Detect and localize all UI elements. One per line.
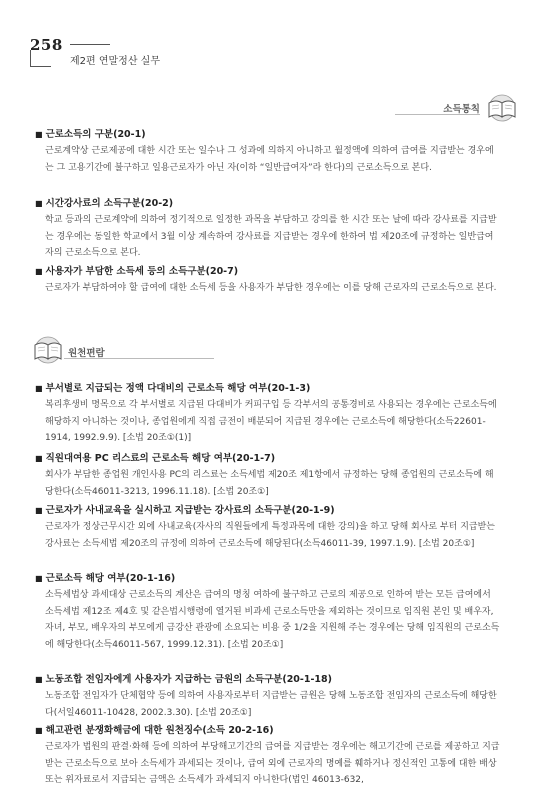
section-body: 근로자가 법원의 판결·화해 등에 의하여 부당해고기간의 급여를 지급받는 경우에는 해고기간에 근로를 제공하고 지급받는 근로소득으로 보아 소득세가 과세되는 것이나, 급여 외에 근로자의 명예를 훼하거나 정신적인 고통에 대한 배상 또는 위자료로서 지급되는 금액은 소득세가 과세되지 아니한다(법인 46013-632, bbox=[45, 742, 500, 785]
section-body: 복리후생비 명목으로 각 부서별로 지급된 다대비가 커피구입 등 각부서의 공통경비로 사용되는 경우에는 근로소득에 해당하지 아니하는 것이나, 종업원에게 직접 금전이 배분되어 지급된 경우에는 근로소득에 해당한다(소득22601-1914, 1992.9.9). [소법 20조①(1)] bbox=[45, 400, 497, 443]
section-title: 시간강사료의 소득구분(20-2) bbox=[45, 198, 174, 209]
page-number: 258 bbox=[30, 36, 63, 54]
section-internal-training-fee bbox=[35, 502, 500, 552]
open-book-icon bbox=[484, 94, 520, 126]
section-title: 사용자가 부담한 소득세 등의 소득구분(20-7) bbox=[45, 266, 239, 277]
bullet-icon: ■ bbox=[35, 574, 43, 583]
section-body: 근로자가 정상근무시간 외에 사내교육(자사의 직원들에게 특정과목에 대한 강의)을 하고 당해 회사로 부터 지급받는 강사료는 소득세법 제20조의 규정에 의하여 근로소득에 해당된다(소득46011-39, 1997.1.9). [소법 20조①] bbox=[45, 522, 495, 549]
bullet-icon: ■ bbox=[35, 384, 43, 393]
section-title: 부서별로 지급되는 정액 다대비의 근로소득 해당 여부(20-1-3) bbox=[45, 383, 311, 394]
section-body: 소득세법상 과세대상 근로소득의 계산은 급여의 명칭 여하에 불구하고 근로의 제공으로 인하여 받는 모든 급여에서 소득세법 제12조 제4호 및 같은법시행령에 열거된 비과세 근로소득만을 제외하는 것이므로 임직원 본인 및 배우자, 자녀, 부모, 배우자의 부모에게 금강산 관광에 소요되는 비용 중 1/2을 지원해 주는 경우에는 당해 임직원의 근로소득에 해당한다(소득46011-567, 1999.12.31). [소법 20조①] bbox=[45, 590, 500, 650]
banner-divider bbox=[64, 358, 214, 359]
section-body: 근로자가 부담하여야 할 급여에 대한 소득세 등을 사용자가 부담한 경우에는 이를 당해 근로자의 근로소득으로 본다. bbox=[45, 283, 497, 293]
section-income-classification bbox=[35, 126, 500, 176]
section-dismissal-settlement bbox=[35, 722, 500, 789]
tax-notice-label: 소득통칙 bbox=[443, 104, 480, 115]
chapter-title: 제2편 연말정산 실무 bbox=[70, 56, 160, 67]
section-body: 노동조합 전임자가 단체협약 등에 의하여 사용자로부터 지급받는 금원은 당해 노동조합 전임자의 근로소득에 해당한다(서일46011-10428, 2002.3.30). [소법 20조①] bbox=[45, 691, 497, 718]
bullet-icon: ■ bbox=[35, 726, 43, 735]
section-body: 근로계약상 근로제공에 대한 시간 또는 일수나 그 성과에 의하지 아니하고 월정액에 의하여 급여를 지급받는 경우에는 그 고용기간에 불구하고 일용근로자가 아닌 자(이하 “일반급여자”라 한다)의 근로소득으로 본다. bbox=[45, 146, 494, 173]
section-earned-income-check bbox=[35, 570, 500, 653]
section-pc-lease bbox=[35, 450, 500, 500]
section-title: 직원대여용 PC 리스료의 근로소득 해당 여부(20-1-7) bbox=[45, 453, 276, 464]
open-book-icon bbox=[30, 336, 66, 368]
ruling-cases-label: 원천편람 bbox=[68, 348, 105, 359]
bullet-icon: ■ bbox=[35, 454, 43, 463]
header-bracket bbox=[30, 50, 51, 67]
bullet-icon: ■ bbox=[35, 267, 43, 276]
section-body: 학교 등과의 근로계약에 의하여 정기적으로 일정한 과목을 부담하고 강의를 한 시간 또는 날에 따라 강사료를 지급받는 경우에는 동일한 학교에서 3월 이상 계속하여 강사료를 지급받는 경우에 한하여 법 제20조에 규정하는 일반급여자의 근로소득으로 본다. bbox=[45, 215, 497, 258]
section-department-tea-expense bbox=[35, 380, 500, 447]
bullet-icon: ■ bbox=[35, 199, 43, 208]
bullet-icon: ■ bbox=[35, 506, 43, 515]
tax-notice-banner bbox=[395, 94, 520, 122]
section-title: 해고관련 분쟁화해금에 대한 원천징수(소득 20-2-16) bbox=[45, 725, 274, 736]
bullet-icon: ■ bbox=[35, 675, 43, 684]
section-lecturer-fee bbox=[35, 195, 500, 262]
ruling-cases-banner bbox=[30, 336, 230, 364]
section-title: 근로소득 해당 여부(20-1-16) bbox=[45, 573, 176, 584]
section-union-official-pay bbox=[35, 671, 500, 721]
section-title: 근로소득의 구분(20-1) bbox=[45, 129, 146, 140]
section-body: 회사가 부담한 종업원 개인사용 PC의 리스료는 소득세법 제20조 제1항에서 규정하는 당해 종업원의 근로소득에 해당한다(소득46011-3213, 1996.11.18). [소법 20조①] bbox=[45, 470, 494, 497]
bullet-icon: ■ bbox=[35, 130, 43, 139]
section-title: 노동조합 전임자에게 사용자가 지급하는 금원의 소득구분(20-1-18) bbox=[45, 674, 332, 685]
section-title: 근로자가 사내교육을 실시하고 지급받는 강사료의 소득구분(20-1-9) bbox=[45, 505, 335, 516]
page-header bbox=[0, 0, 550, 70]
section-employer-paid-tax bbox=[35, 263, 500, 297]
header-rule bbox=[70, 44, 110, 45]
